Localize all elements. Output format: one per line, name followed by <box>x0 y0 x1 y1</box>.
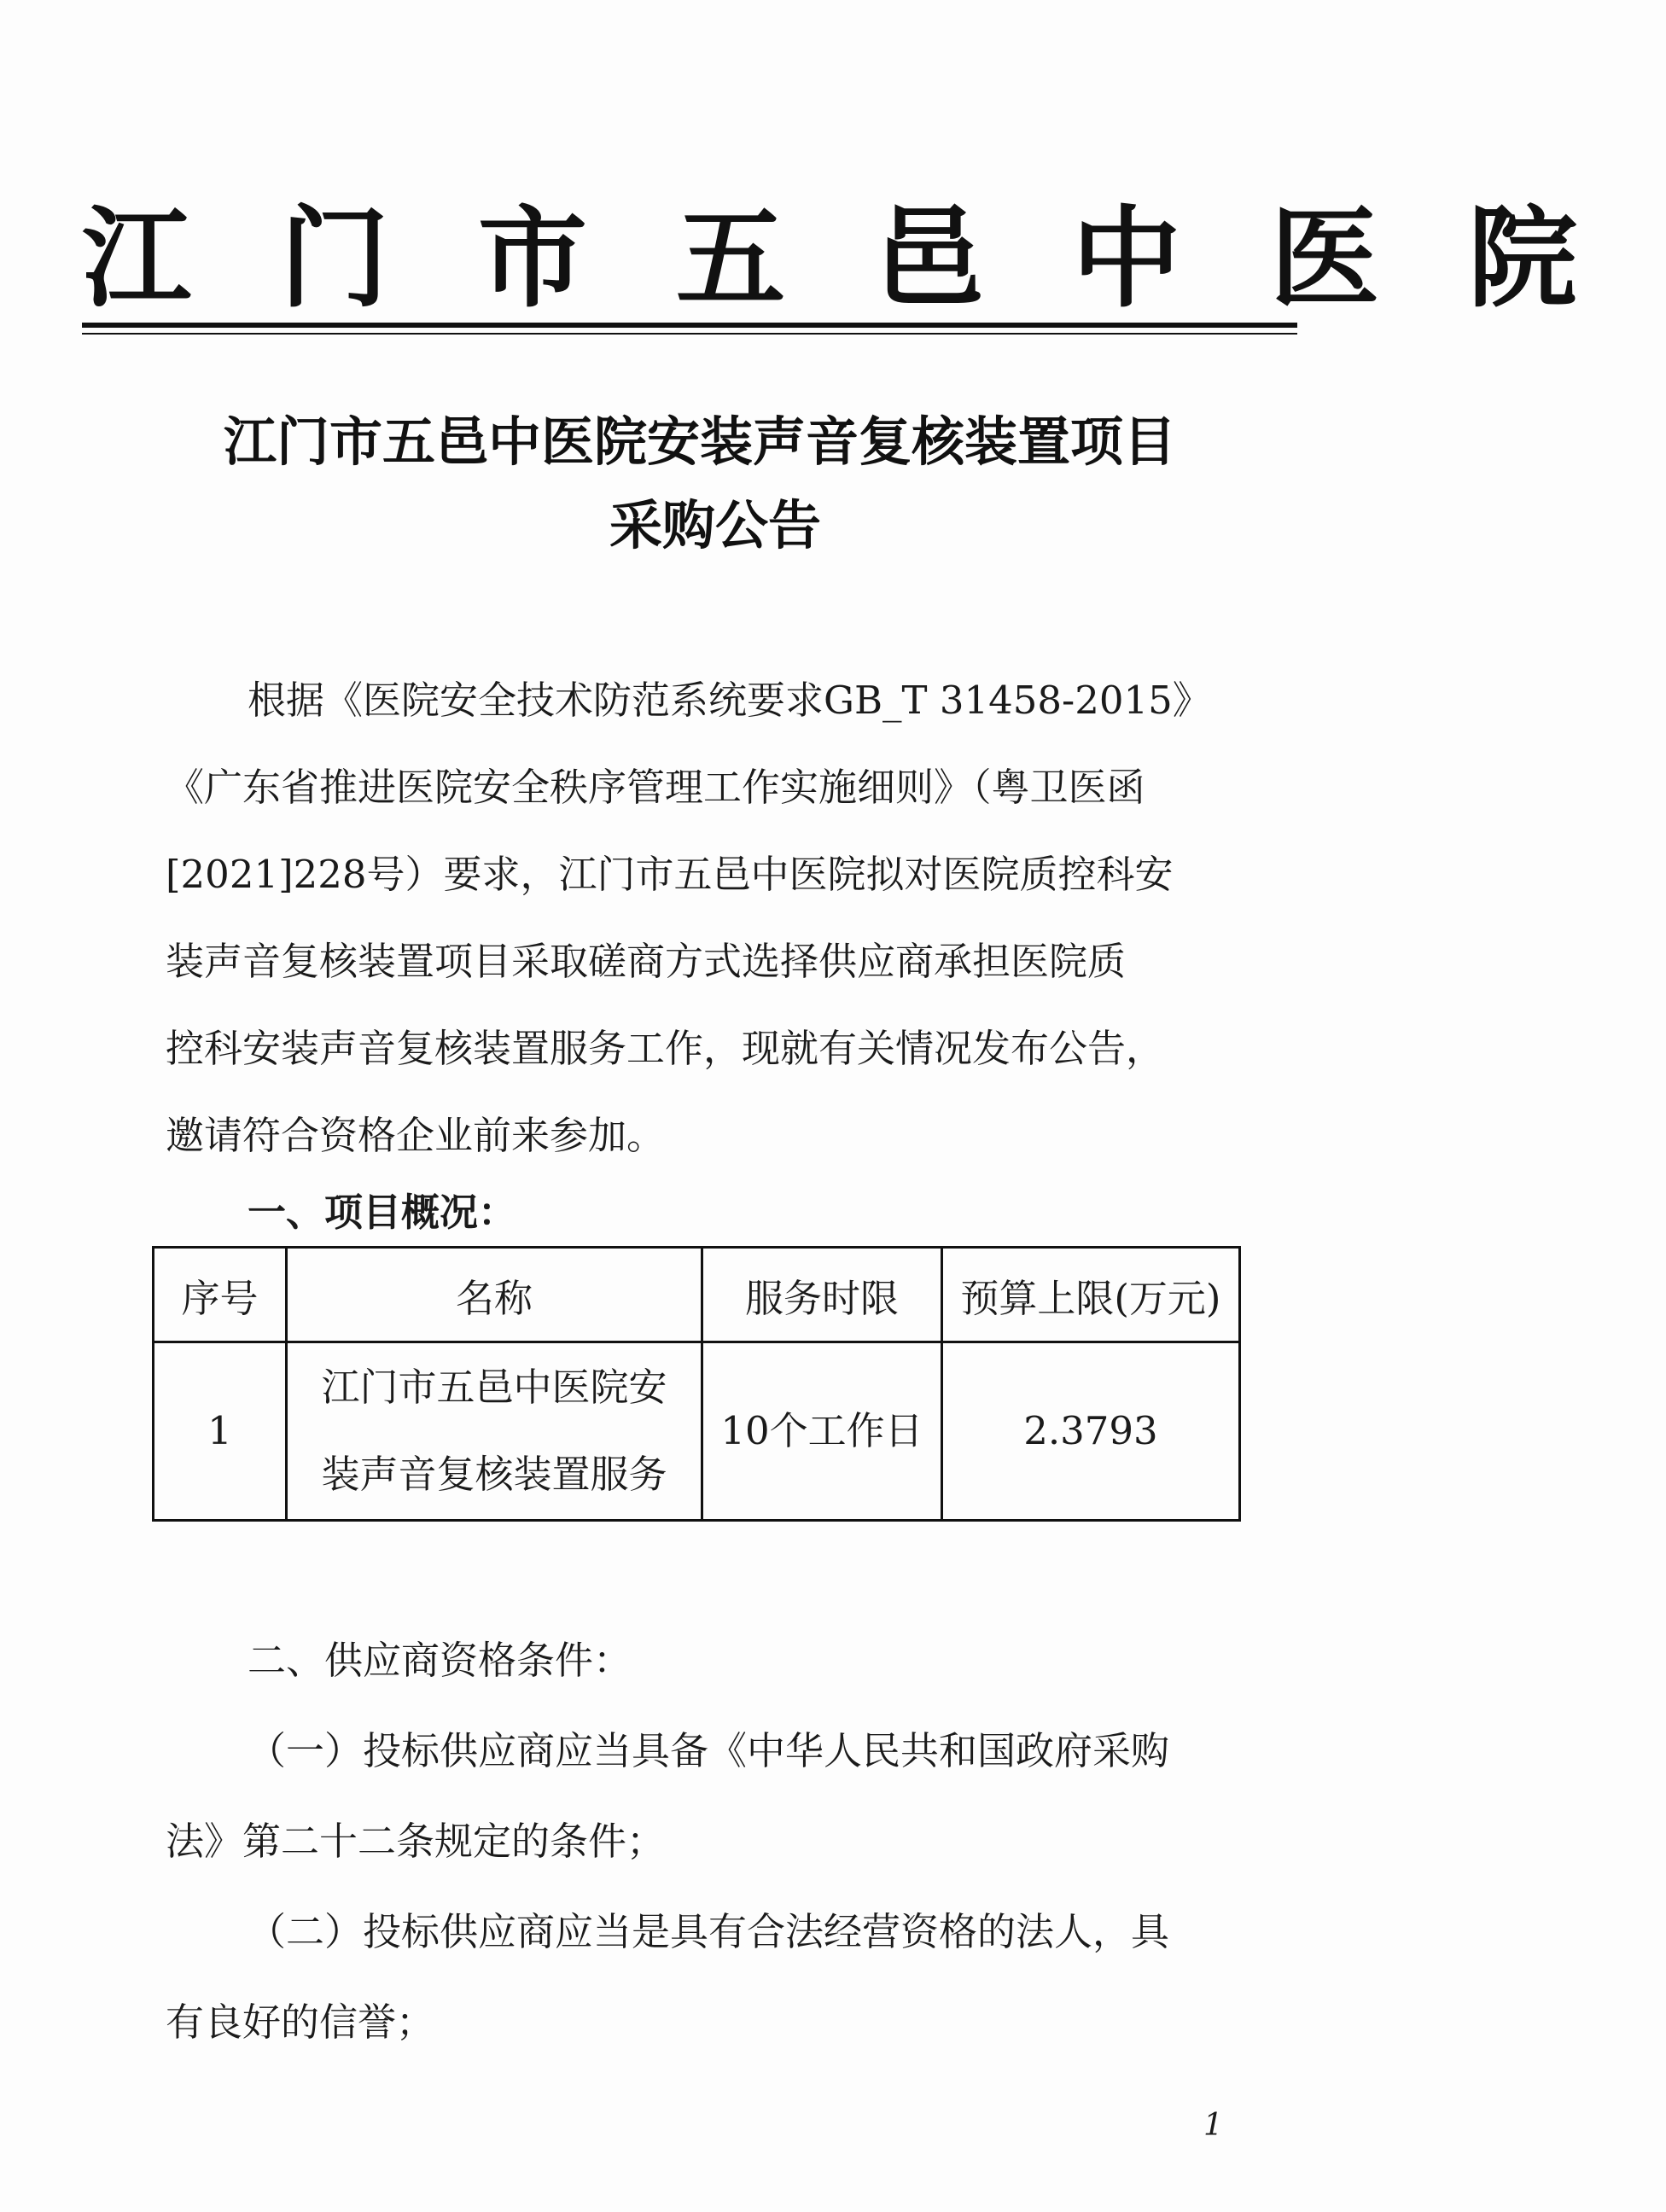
section2-heading: 二、供应商资格条件： <box>248 1638 632 1683</box>
intro-line: 《广东省推进医院安全秩序管理工作实施细则》（粤卫医函 <box>166 765 1145 810</box>
table-header-cell: 服务时限 <box>702 1248 942 1342</box>
intro-line: 根据《医院安全技术防范系统要求GB_T 31458-2015》 <box>248 678 1211 723</box>
table-header-cell: 预算上限(万元) <box>941 1248 1239 1342</box>
table-cell: 2.3793 <box>941 1342 1239 1521</box>
table-cell: 江门市五邑中医院安装声音复核装置服务 <box>286 1342 702 1521</box>
letterhead-title: 江门市五邑中医院 <box>82 195 1666 323</box>
section2-item-line: 法》第二十二条规定的条件； <box>166 1819 666 1864</box>
intro-line: 邀请符合资格企业前来参加。 <box>166 1113 666 1158</box>
announcement-title-line1: 江门市五邑中医院安装声音复核装置项目 <box>223 410 1176 473</box>
project-table <box>152 1246 1241 1522</box>
announcement-title-line2: 采购公告 <box>609 494 821 556</box>
table-header-row <box>154 1248 1240 1342</box>
letterhead-rule-thick <box>82 323 1297 328</box>
table-cell: 1 <box>154 1342 287 1521</box>
table-cell: 10个工作日 <box>702 1342 942 1521</box>
table-row <box>154 1342 1240 1521</box>
section2 <box>166 1615 1250 2068</box>
section1-heading: 一、项目概况： <box>248 1190 517 1235</box>
table-header-cell: 名称 <box>286 1248 702 1342</box>
section2-item-line: （一）投标供应商应当具备《中华人民共和国政府采购 <box>248 1728 1170 1773</box>
section2-item-line: （二）投标供应商应当是具有合法经营资格的法人，具 <box>248 1909 1170 1954</box>
table-header-cell: 序号 <box>154 1248 287 1342</box>
intro-line: 装声音复核装置项目采取磋商方式选择供应商承担医院质 <box>166 939 1127 984</box>
intro-line: [2021]228号）要求，江门市五邑中医院拟对医院质控科安 <box>166 852 1174 897</box>
section2-item-line: 有良好的信誉； <box>166 2000 435 2045</box>
intro-line: 控科安装声音复核装置服务工作，现就有关情况发布公告， <box>166 1026 1165 1071</box>
intro-paragraph <box>166 657 1250 1179</box>
page-number: 1 <box>1203 2108 1223 2143</box>
letterhead-rule-thin <box>82 333 1297 335</box>
